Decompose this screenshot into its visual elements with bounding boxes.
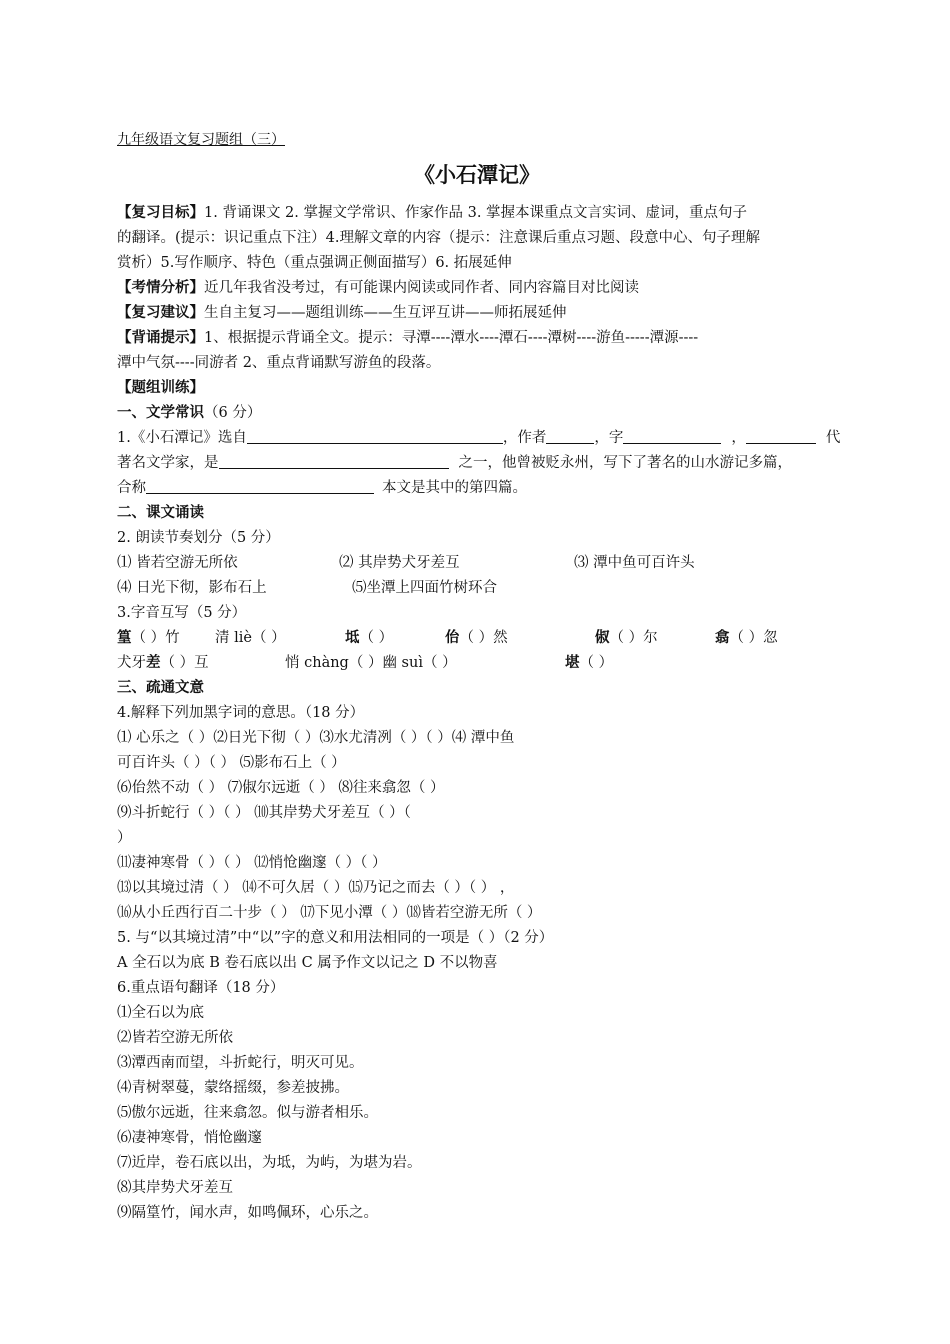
answer-blank[interactable] <box>623 427 721 444</box>
answer-blank[interactable] <box>746 427 816 444</box>
q2-items-row-2: ⑷ 日光下彻，影布石上 ⑸坐潭上四面竹树环合 <box>117 580 497 596</box>
q1-line-3: 合称 本文是其中的第四篇。 <box>117 476 837 501</box>
q4-row: ⑼斗折蛇行（ ）（ ） ⑽其岸势犬牙差互（ ）（ <box>117 805 411 821</box>
q5-options: A 全石以为底 B 卷石底以出 C 属予作文以记之 D 不以物喜 <box>117 955 498 971</box>
recite-tips-line-1: 【背诵提示】1、根据提示背诵全文。提示：寻潭----潭水----潭石----潭树----游鱼-----潭源---- <box>117 330 699 346</box>
q3-row-1: 篁（ ）竹 清 liè（ ） 坻（ ） 佁（ ）然 俶（ ）尔 翕（ ）忽 <box>117 630 778 646</box>
worksheet-header: 九年级语文复习题组（三） <box>117 132 285 148</box>
q6-item: ⑷青树翠蔓，蒙络摇缀，参差披拂。 <box>117 1080 349 1096</box>
section-2-heading: 二、课文诵读 <box>117 505 204 521</box>
page-title: 《小石潭记》 <box>414 163 540 187</box>
q2-items-row-1: ⑴ 皆若空游无所依 ⑵ 其岸势犬牙差互 ⑶ 潭中鱼可百许头 <box>117 555 695 571</box>
q1-line-2: 著名文学家，是 之一，他曾被贬永州，写下了著名的山水游记多篇， <box>117 451 837 476</box>
review-goal-line-1: 【复习目标】1. 背诵课文 2. 掌握文学常识、作家作品 3. 掌握本课重点文言实词、虚词，重点句子 <box>117 205 748 221</box>
q1-line-1: 1.《小石潭记》选自 ，作者 ，字 ， 代 <box>117 426 837 451</box>
q4-row: ⒃从小丘西行百二十步（ ） ⒄下见小潭（ ）⒅皆若空游无所（ ） <box>117 905 542 921</box>
review-advice: 【复习建议】生自主复习——题组训练——生互评互讲——师拓展延伸 <box>117 305 567 321</box>
review-goal-line-2: 的翻译。(提示：识记重点下注）4.理解文章的内容（提示：注意课后重点习题、段意中心、句子理解 <box>117 230 760 246</box>
q4-row: ） <box>117 830 132 846</box>
answer-blank[interactable] <box>247 427 503 444</box>
answer-blank[interactable] <box>219 452 449 469</box>
section-3-heading: 三、疏通文意 <box>117 680 204 696</box>
q6-item: ⑺近岸，卷石底以出，为坻，为屿，为堪为岩。 <box>117 1155 422 1171</box>
q4-row: ⑾凄神寒骨（ ）（ ） ⑿悄怆幽邃（ ）（ ） <box>117 855 387 871</box>
q6-item: ⑸傲尔远逝，往来翕忽。似与游者相乐。 <box>117 1105 378 1121</box>
q3-row-2: 犬牙差（ ）互 悄 chàng（ ）幽 suì（ ） 堪（ ） <box>117 655 614 671</box>
q4-heading: 4.解释下列加黑字词的意思。（18 分） <box>117 705 365 721</box>
q6-item: ⑹凄神寒骨，悄怆幽邃 <box>117 1130 262 1146</box>
q6-item: ⑻其岸势犬牙差互 <box>117 1180 233 1196</box>
q6-item: ⑵皆若空游无所依 <box>117 1030 233 1046</box>
q6-item: ⑶潭西南而望，斗折蛇行，明灭可见。 <box>117 1055 364 1071</box>
q4-row: 可百许头（ ）（ ） ⑸影布石上（ ） <box>117 755 346 771</box>
answer-blank[interactable] <box>546 427 594 444</box>
q3-heading: 3.字音互写（5 分） <box>117 605 247 621</box>
q6-item: ⑴全石以为底 <box>117 1005 204 1021</box>
q4-row: ⒀以其境过清（ ） ⒁不可久居（ ）⒂乃记之而去（ ）（ ） ， <box>117 880 515 896</box>
q5-stem: 5. 与“以其境过清”中“以”字的意义和用法相同的一项是（ ）（2 分） <box>117 930 554 946</box>
worksheet-page <box>117 128 841 1226</box>
q4-row: ⑴ 心乐之（ ）⑵日光下彻（ ）⑶水尤清冽（ ）（ ）⑷ 潭中鱼 <box>117 730 515 746</box>
training-heading: 【题组训练】 <box>117 380 204 396</box>
answer-blank[interactable] <box>146 477 374 494</box>
q6-item: ⑼隔篁竹，闻水声，如鸣佩环，心乐之。 <box>117 1205 378 1221</box>
review-goal-tag: 【复习目标】 <box>117 205 204 221</box>
recite-tips-line-2: 潭中气氛----同游者 2、重点背诵默写游鱼的段落。 <box>117 355 441 371</box>
q4-row: ⑹佁然不动（ ） ⑺俶尔远逝（ ） ⑻往来翕忽（ ） <box>117 780 445 796</box>
q6-heading: 6.重点语句翻译（18 分） <box>117 980 285 996</box>
section-1-heading: 一、文学常识（6 分） <box>117 405 262 421</box>
q2-heading: 2. 朗读节奏划分（5 分） <box>117 530 280 546</box>
review-goal-line-3: 赏析）5.写作顺序、特色（重点强调正侧面描写）6. 拓展延伸 <box>117 255 512 271</box>
exam-analysis: 【考情分析】近几年我省没考过，有可能课内阅读或同作者、同内容篇目对比阅读 <box>117 280 639 296</box>
